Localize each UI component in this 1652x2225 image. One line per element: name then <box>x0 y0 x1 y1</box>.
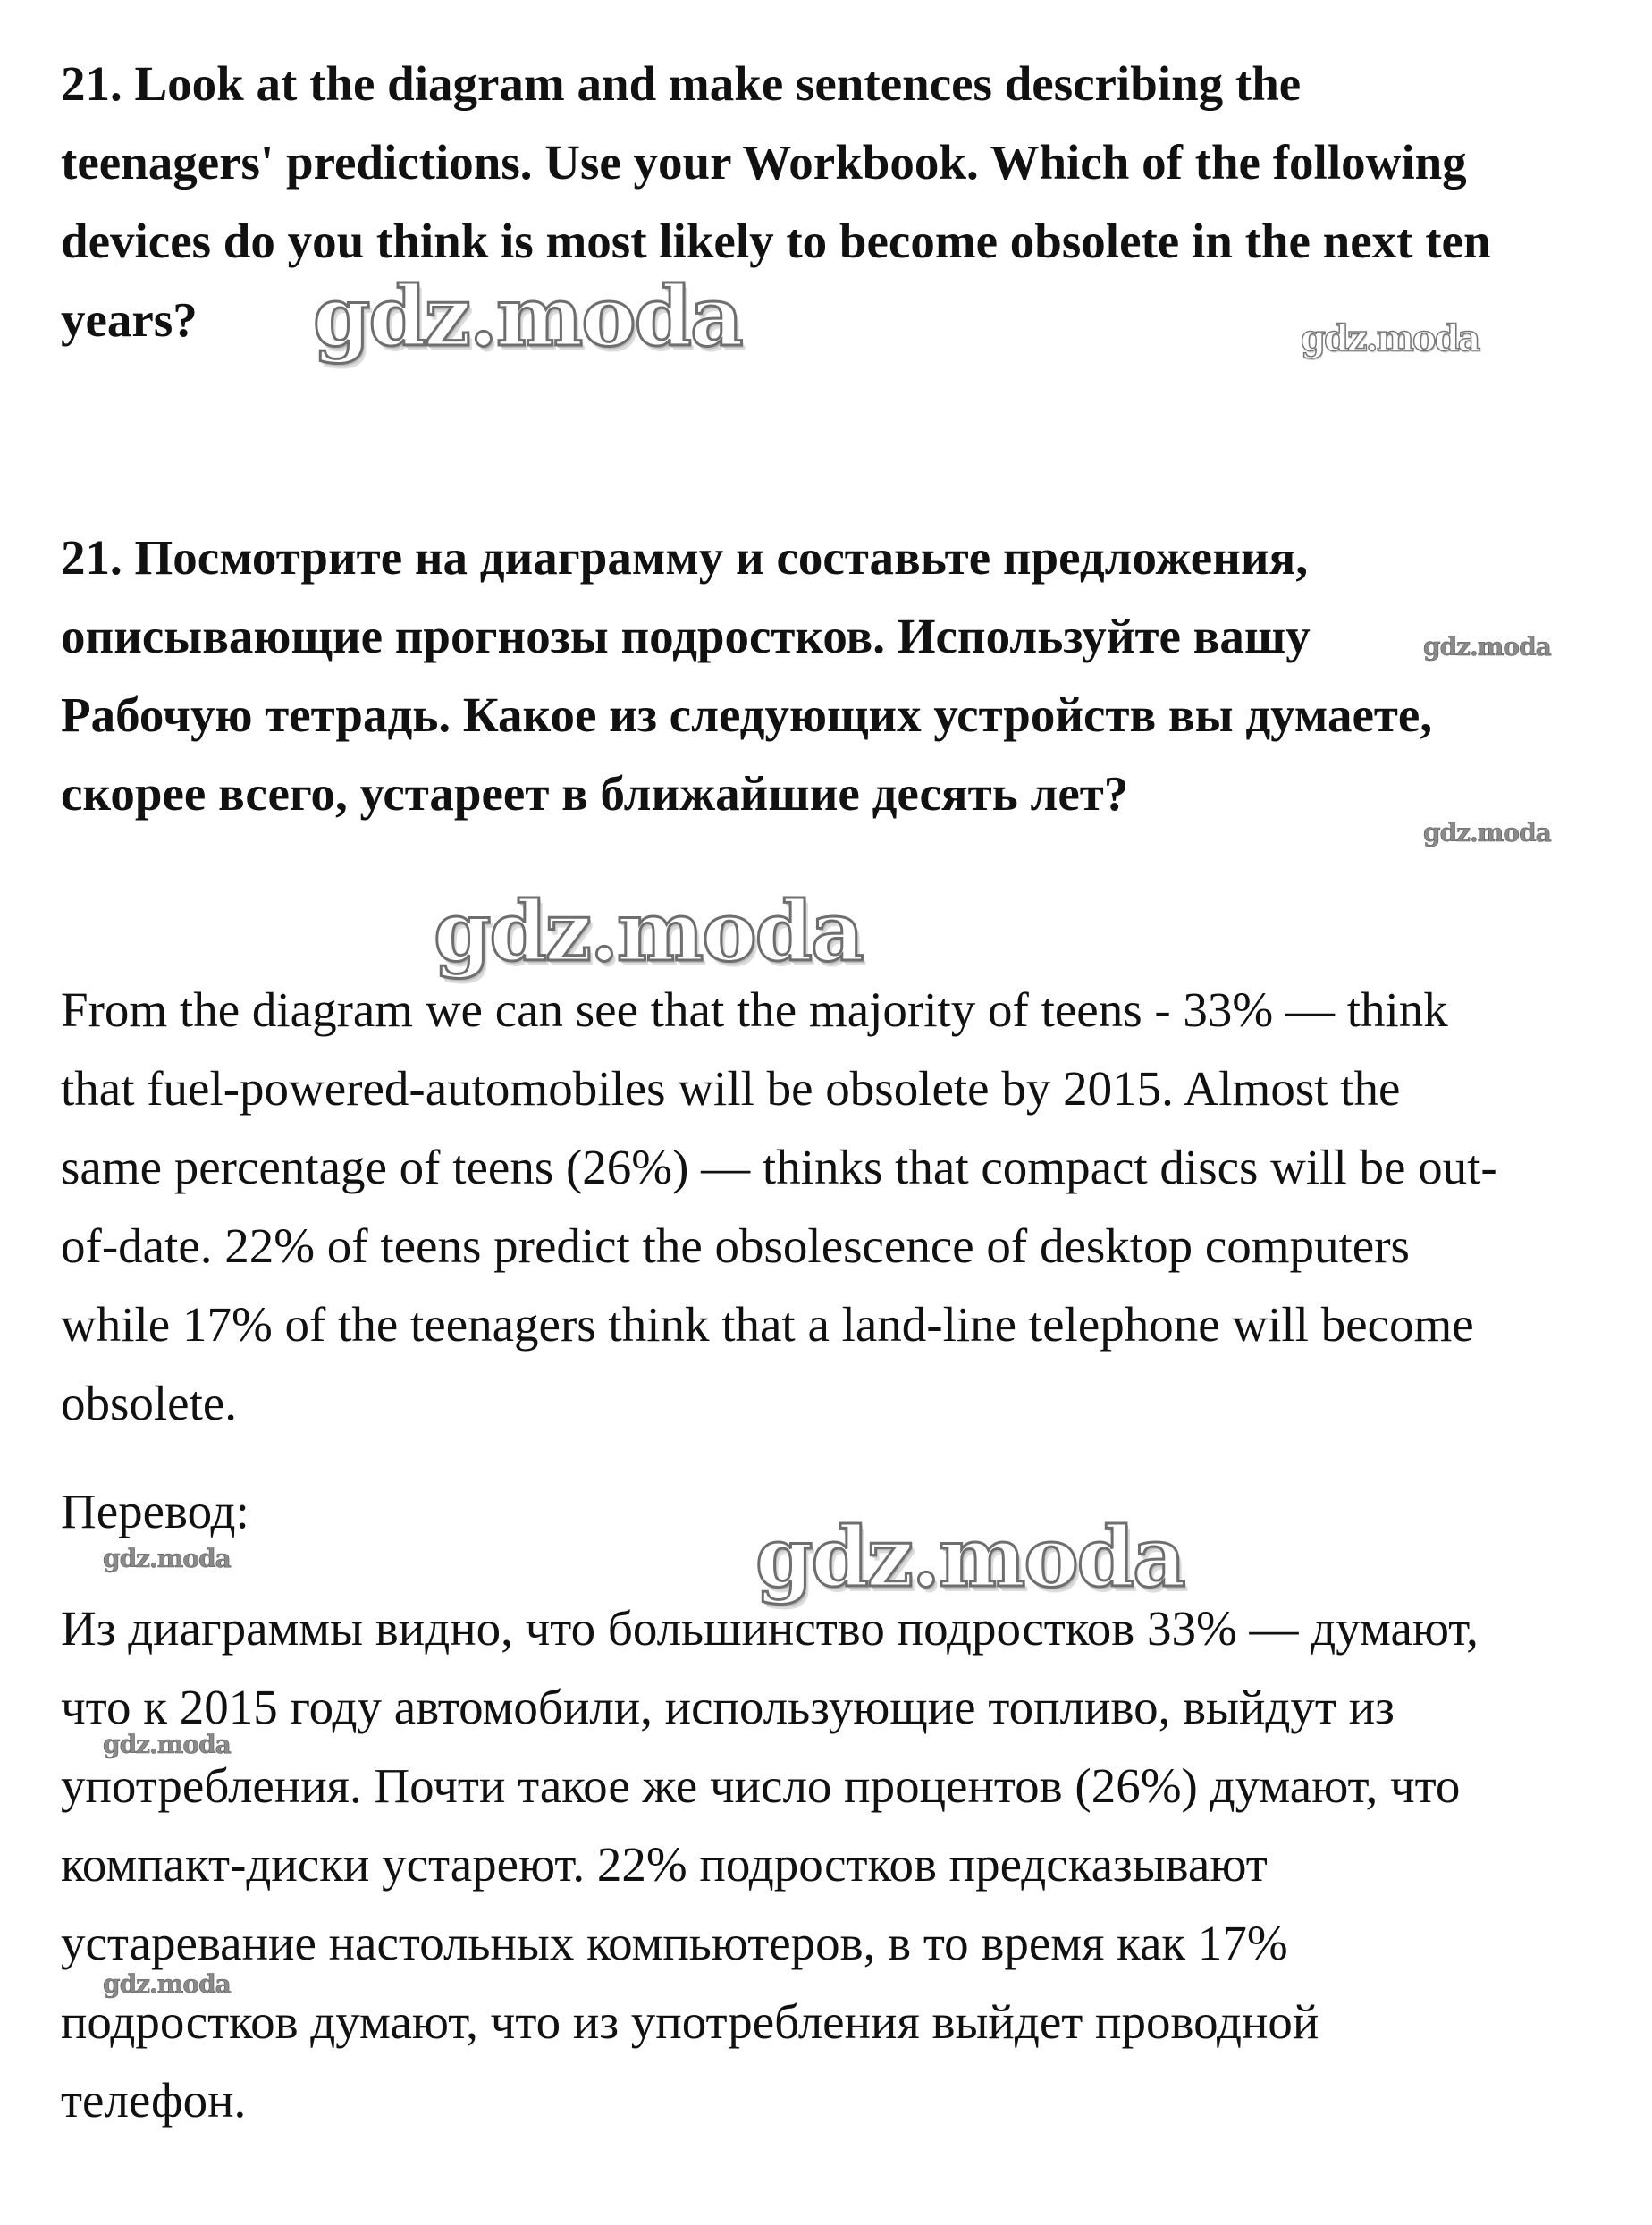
translation-line: телефон. <box>61 2073 247 2128</box>
task-english-line: devices do you think is most likely to become obsolete in the next ten <box>61 214 1491 268</box>
answer-english-line: that fuel-powered-automobiles will be obsolete by 2015. Almost the <box>61 1061 1401 1116</box>
watermark: gdz.moda <box>434 883 863 980</box>
translation-line: Из диаграммы видно, что большинство подростков 33% — думают, <box>61 1601 1479 1656</box>
task-russian <box>61 518 1598 833</box>
translation-line: что к 2015 году автомобили, использующие топливо, выйдут из <box>61 1680 1395 1734</box>
task-russian-line: Рабочую тетрадь. Какое из следующих устройств вы думаете, <box>61 687 1433 742</box>
watermark: gdz.moda <box>103 1544 231 1573</box>
answer-english <box>61 971 1598 1443</box>
answer-english-line: same percentage of teens (26%) — thinks that compact discs will be out- <box>61 1140 1497 1194</box>
watermark: gdz.moda <box>313 268 742 365</box>
watermark: gdz.moda <box>1301 317 1479 359</box>
translation-line: устаревание настольных компьютеров, в то время как 17% <box>61 1916 1288 1970</box>
translation-label: Перевод: <box>61 1484 249 1538</box>
task-russian-line: 21. Посмотрите на диаграмму и составьте предложения, <box>61 530 1309 585</box>
answer-english-line: while 17% of the teenagers think that a land-line telephone will become <box>61 1297 1474 1352</box>
watermark: gdz.moda <box>1423 632 1551 662</box>
watermark: gdz.moda <box>1423 818 1551 847</box>
translation-line: подростков думают, что из употребления выйдет проводной <box>61 1994 1319 2049</box>
task-english <box>61 45 1598 359</box>
task-english-line: 21. Look at the diagram and make sentences describing the <box>61 56 1302 111</box>
task-russian-line: скорее всего, устареет в ближайшие десять лет? <box>61 766 1129 821</box>
answer-english-line: obsolete. <box>61 1376 238 1430</box>
watermark: gdz.moda <box>103 1730 231 1759</box>
translation-line: компакт-диски устареют. 22% подростков предсказывают <box>61 1837 1268 1892</box>
watermark: gdz.moda <box>103 1969 231 1999</box>
answer-english-line: From the diagram we can see that the majority of teens - 33% — think <box>61 982 1448 1037</box>
watermark: gdz.moda <box>755 1509 1184 1606</box>
answer-english-line: of-date. 22% of teens predict the obsolescence of desktop computers <box>61 1218 1410 1273</box>
task-russian-line: описывающие прогнозы подростков. Используйте вашу <box>61 609 1311 663</box>
task-english-line: years? <box>61 292 198 347</box>
task-english-line: teenagers' predictions. Use your Workbook. Which of the following <box>61 135 1467 190</box>
translation-text <box>61 1589 1598 2140</box>
translation-line: употребления. Почти такое же число процентов (26%) думают, что <box>61 1758 1461 1813</box>
